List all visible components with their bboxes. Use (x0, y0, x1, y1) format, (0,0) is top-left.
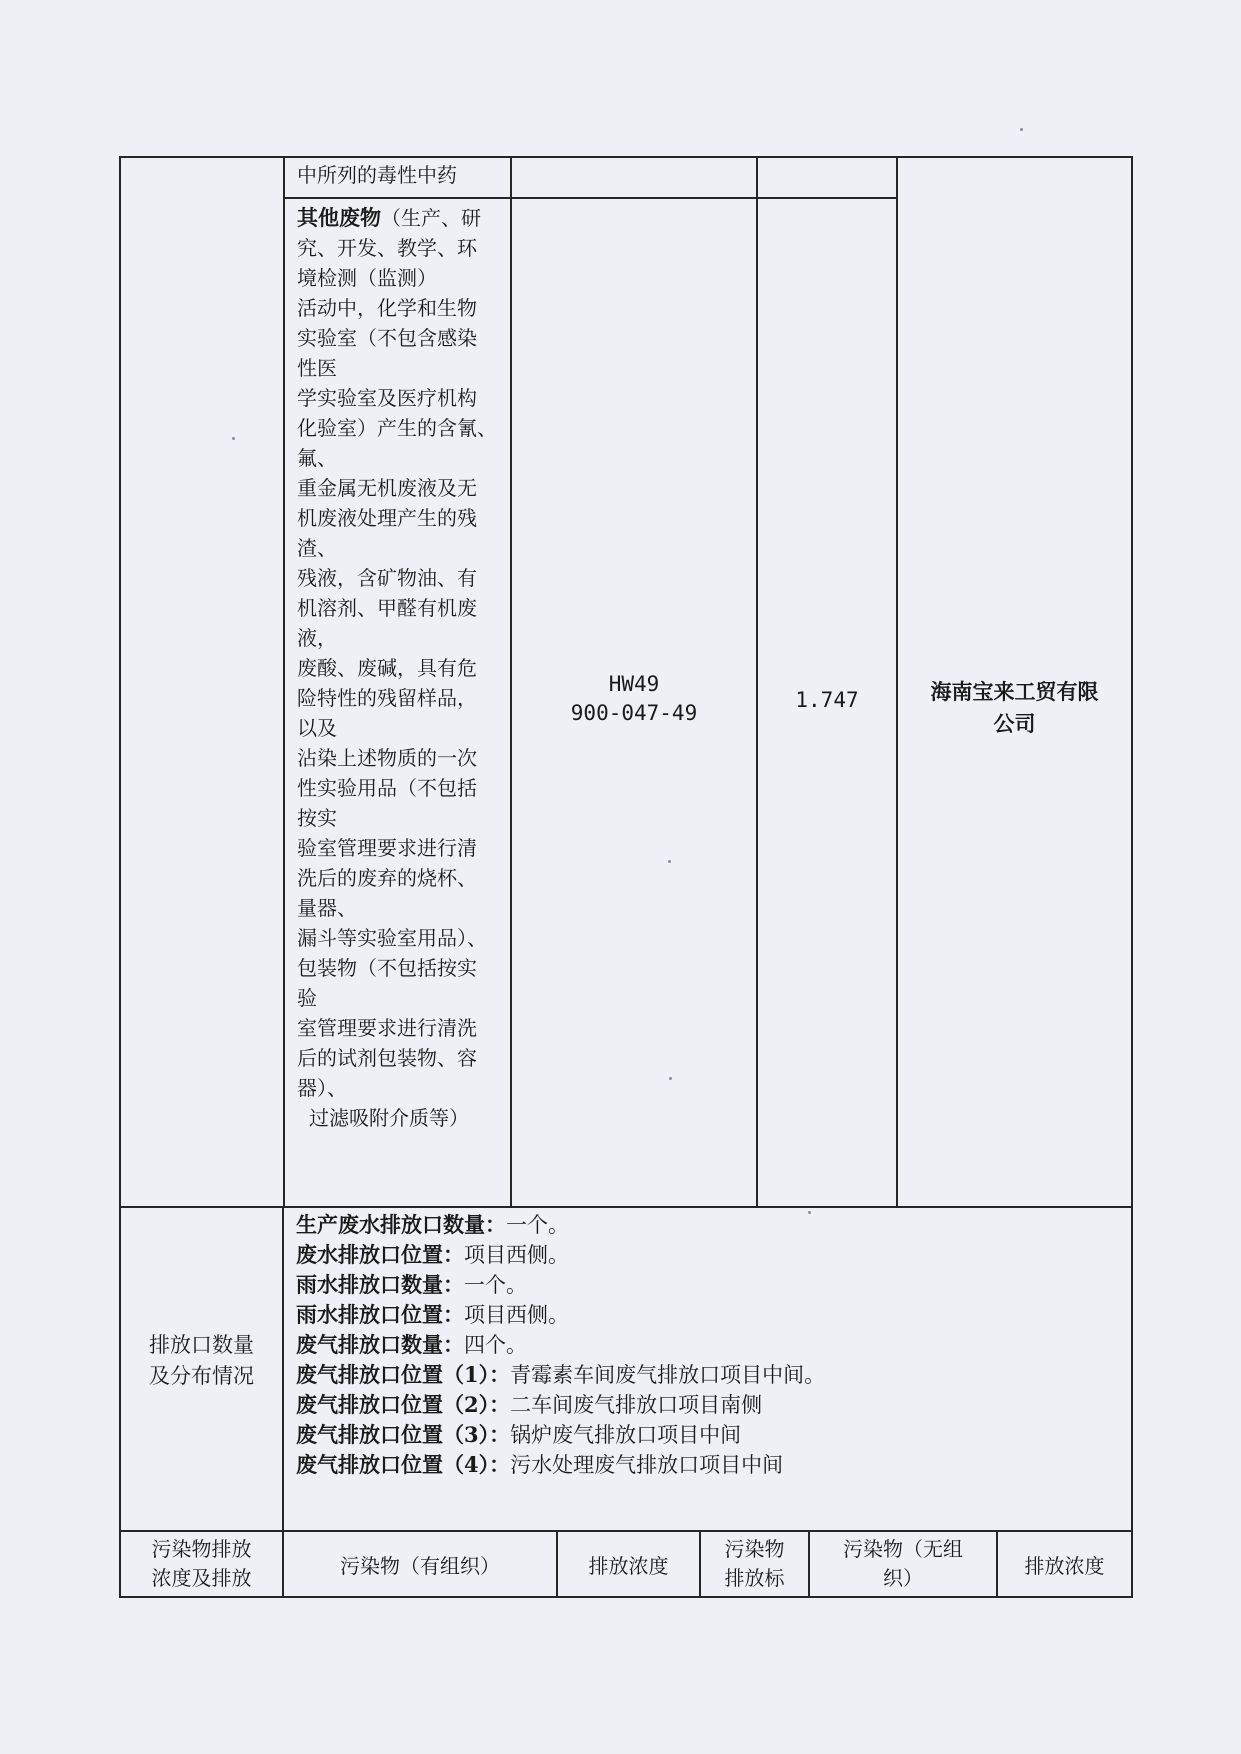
column-divider (283, 156, 285, 1208)
outlet-item: 废气排放口位置（2）：二车间废气排放口项目南侧 (296, 1392, 763, 1417)
waste-code-number: 900-047-49 (570, 701, 698, 725)
outlet-item: 废气排放口数量：四个。 (296, 1332, 527, 1357)
outlet-list (296, 1210, 1126, 1480)
table-bottom-border (119, 1596, 1133, 1598)
scan-speck (232, 437, 235, 440)
toxic-medicine-text: 中所列的毒性中药 (297, 163, 457, 187)
other-waste-heading: 其他废物 (297, 205, 381, 230)
column-divider (756, 156, 758, 1208)
waste-code-cell (512, 670, 756, 728)
waste-quantity: 1.747 (795, 688, 859, 712)
outlet-item: 废气排放口位置（4）：污水处理废气排放口项目中间 (296, 1452, 784, 1477)
outlet-item: 废气排放口位置（3）：锅炉废气排放口项目中间 (296, 1422, 742, 1447)
outlet-item: 废气排放口位置（1）：青霉素车间废气排放口项目中间。 (296, 1362, 826, 1387)
pollutant-emission-label: 污染物排放 浓度及排放 (151, 1537, 252, 1590)
table-right-border (1131, 156, 1133, 1598)
row-divider (285, 197, 898, 199)
emission-concentration-header: 排放浓度 (588, 1553, 669, 1578)
outlet-item: 雨水排放口位置：项目西侧。 (296, 1302, 569, 1327)
unorganized-pollutant-header: 污染物（无组 织） (843, 1537, 963, 1590)
emission-standard-header: 污染物 排放标 (724, 1537, 785, 1590)
column-divider (282, 1206, 284, 1532)
outlet-section-label: 排放口数量 及分布情况 (149, 1333, 254, 1388)
scan-speck (669, 1077, 672, 1080)
row-divider (119, 1206, 1133, 1208)
disposal-company: 海南宝来工贸有限 公司 (930, 679, 1099, 736)
organized-pollutant-header: 污染物（有组织） (340, 1553, 500, 1578)
emission-concentration-header-2: 排放浓度 (1024, 1553, 1105, 1578)
scan-speck (1020, 128, 1023, 131)
waste-category: HW49 (608, 672, 660, 696)
outlet-item: 废水排放口位置：项目西侧。 (296, 1242, 569, 1267)
outlet-item: 生产废水排放口数量：一个。 (296, 1212, 569, 1237)
outlet-item: 雨水排放口数量：一个。 (296, 1272, 527, 1297)
other-waste-description: 其他废物（生产、研 究、开发、教学、环 境检测（监测） 活动中，化学和生物 实验室（不包含感染 性医 学实验室及医疗机构 化验室）产生的含氰、 氟、 重金属无机废液及无 机废液处理产生的残 渣、 残液，含矿物油、有 机溶剂、甲醛有机废 液， 废酸、废碱，具有危 险特性的残留样品， 以及 沾染上述物质的一次 性实验用品（不包括 按实 验室管理要求进行清 洗后的废弃的烧杯、 量器、 漏斗等实验室用品）、 包装物（不包括按实 验 室管理要求进行清洗 后的试剂包装物、容 器）、 过滤吸附介质等） (297, 205, 497, 1130)
table-top-border (119, 156, 1133, 158)
scan-speck (668, 860, 671, 863)
